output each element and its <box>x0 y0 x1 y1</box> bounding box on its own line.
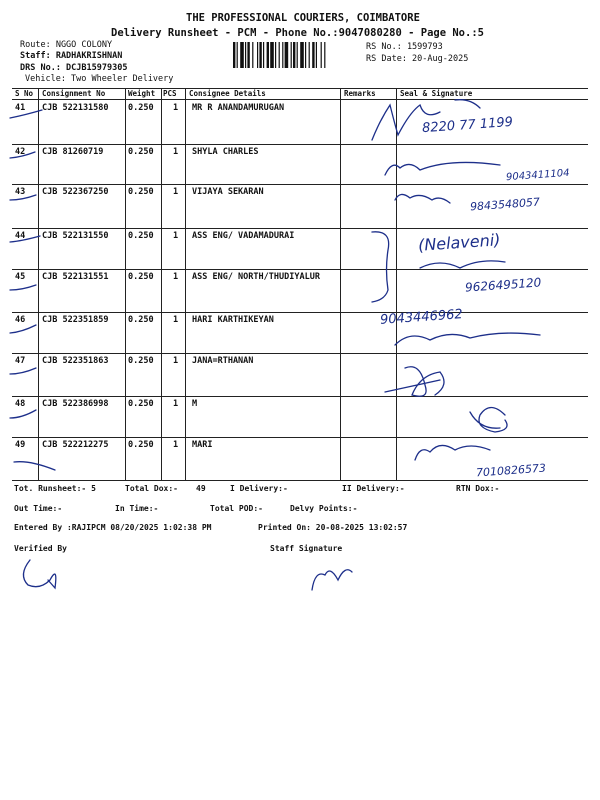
printed-on: Printed On: 20-08-2025 13:02:57 <box>258 523 408 532</box>
row-consignment: CJB 522351859 <box>42 315 109 325</box>
signature-scribble <box>470 408 507 433</box>
col-header-pcs: PCS <box>163 89 177 98</box>
row-weight: 0.250 <box>128 399 154 409</box>
col-header-consignee: Consignee Details <box>189 89 266 98</box>
row-pcs: 1 <box>173 440 179 450</box>
tot-runsheet: Tot. Runsheet:- 5 <box>14 484 96 493</box>
row-consignee: SHYLA CHARLES <box>192 147 259 157</box>
verified-by-label: Verified By <box>14 544 67 553</box>
row-consignment: CJB 522367250 <box>42 187 109 197</box>
row-pcs: 1 <box>173 356 179 366</box>
total-pod: Total POD:- <box>210 504 263 513</box>
in-time: In Time:- <box>115 504 159 513</box>
row-pcs: 1 <box>173 272 179 282</box>
bracket-mark <box>372 232 389 302</box>
row-weight: 0.250 <box>128 147 154 157</box>
company-name: THE PROFESSIONAL COURIERS, COIMBATORE <box>186 12 420 24</box>
row-consignee: ASS ENG/ NORTH/THUDIYALUR <box>192 272 320 282</box>
row-consignment: CJB 522131551 <box>42 272 109 282</box>
row-consignee: VIJAYA SEKARAN <box>192 187 264 197</box>
i-delivery: I Delivery:- <box>230 484 288 493</box>
row-weight: 0.250 <box>128 272 154 282</box>
handwritten-note: 7010826573 <box>475 461 547 480</box>
row-consignment: CJB 522131580 <box>42 103 109 113</box>
row-pcs: 1 <box>173 399 179 409</box>
row-pcs: 1 <box>173 315 179 325</box>
signature-scribble <box>420 261 505 268</box>
tick-mark <box>10 195 36 200</box>
staff-signature-label: Staff Signature <box>270 544 343 553</box>
handwritten-note: 9043411104 <box>505 167 570 184</box>
signature-scribble <box>415 445 490 460</box>
col-header-remarks: Remarks <box>344 89 376 98</box>
row-sno: 45 <box>15 272 26 282</box>
signature-scribble <box>395 194 450 203</box>
tick-mark <box>10 368 36 374</box>
row-consignee: MR R ANANDAMURUGAN <box>192 103 285 113</box>
handwritten-note: 9043446962 <box>379 307 464 328</box>
runsheet-subtitle: Delivery Runsheet - PCM - Phone No.:9047080280 - Page No.:5 <box>111 27 484 39</box>
row-sno: 47 <box>15 356 26 366</box>
row-pcs: 1 <box>173 231 179 241</box>
tick-mark <box>10 410 36 418</box>
row-consignment: CJB 81260719 <box>42 147 104 157</box>
row-consignment: CJB 522351863 <box>42 356 109 366</box>
col-header-weight: Weight <box>128 89 156 98</box>
signature-scribble <box>395 333 540 345</box>
row-weight: 0.250 <box>128 440 154 450</box>
row-consignment: CJB 522386998 <box>42 399 109 409</box>
signature-scribble <box>385 367 444 396</box>
ii-delivery: II Delivery:- <box>342 484 405 493</box>
total-dox-label: Total Dox:- <box>125 484 178 493</box>
handwritten-note: 9626495120 <box>464 275 542 295</box>
row-consignment: CJB 522131550 <box>42 231 109 241</box>
tick-mark <box>10 285 36 290</box>
row-pcs: 1 <box>173 147 179 157</box>
staff-signature-scribble <box>312 570 352 590</box>
rs-number: RS No.: 1599793 <box>366 42 443 52</box>
col-header-consignment: Consignment No <box>42 89 106 98</box>
route: Route: NGGO COLONY <box>20 40 113 50</box>
row-consignee: JANA=RTHANAN <box>192 356 254 366</box>
row-consignee: ASS ENG/ VADAMADURAI <box>192 231 295 241</box>
row-sno: 48 <box>15 399 26 409</box>
staff: Staff: RADHAKRISHNAN <box>20 51 123 61</box>
vehicle: Vehicle: Two Wheeler Delivery <box>25 74 174 84</box>
tick-mark <box>10 325 36 333</box>
row-pcs: 1 <box>173 103 179 113</box>
rs-date: RS Date: 20-Aug-2025 <box>366 54 469 64</box>
tick-mark <box>10 236 40 242</box>
row-weight: 0.250 <box>128 187 154 197</box>
row-sno: 41 <box>15 103 26 113</box>
signature-scribble <box>385 162 500 175</box>
out-time: Out Time:- <box>14 504 63 513</box>
row-sno: 43 <box>15 187 26 197</box>
col-header-seal: Seal & Signature <box>400 89 473 98</box>
row-sno: 46 <box>15 315 26 325</box>
row-consignment: CJB 522212275 <box>42 440 109 450</box>
row-weight: 0.250 <box>128 231 154 241</box>
row-sno: 49 <box>15 440 26 450</box>
row-consignee: MARI <box>192 440 213 450</box>
row-sno: 44 <box>15 231 26 241</box>
row-weight: 0.250 <box>128 315 154 325</box>
handwritten-note: 8220 77 1199 <box>421 114 514 137</box>
verified-by-scribble <box>23 560 55 588</box>
tick-mark <box>10 152 35 158</box>
rtn-dox: RTN Dox:- <box>456 484 500 493</box>
handwritten-note: (Nelaveni) <box>417 230 502 255</box>
handwritten-note: 9843548057 <box>469 195 541 214</box>
row-weight: 0.250 <box>128 103 154 113</box>
total-dox-value: 49 <box>196 484 206 493</box>
delvy-points: Delvy Points:- <box>290 504 358 513</box>
entered-by: Entered By :RAJIPCM 08/20/2025 1:02:38 PM <box>14 523 212 532</box>
row-pcs: 1 <box>173 187 179 197</box>
row-sno: 42 <box>15 147 26 157</box>
col-header-sno: S No <box>15 89 34 98</box>
row-consignee: HARI KARTHIKEYAN <box>192 315 274 325</box>
tick-mark <box>14 462 55 470</box>
row-weight: 0.250 <box>128 356 154 366</box>
drs-number: DRS No.: DCJB15979305 <box>20 63 128 73</box>
tick-mark <box>10 110 42 118</box>
row-consignee: M <box>192 399 198 409</box>
